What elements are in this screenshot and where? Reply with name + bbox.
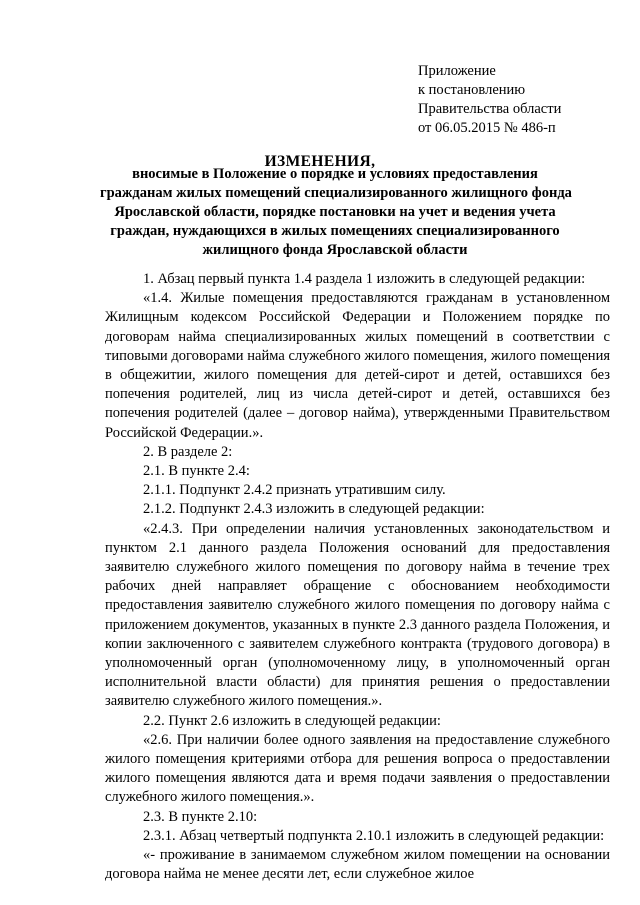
- appendix-block: [418, 62, 561, 138]
- document-subtitle: [100, 165, 570, 260]
- paragraph: 2.1.2. Подпункт 2.4.3 изложить в следующей редакции:: [143, 501, 485, 518]
- paragraph: 1. Абзац первый пункта 1.4 раздела 1 изложить в следующей редакции:: [143, 271, 586, 287]
- document-body: [105, 270, 610, 885]
- paragraph: «2.6. При наличии более одного заявления на предоставление служебного жилого помещения критериями отбора для решения вопроса о предоставлении жилого помещения являются дата и время подачи заявления о предоставлении служебного жилого помещения.».: [105, 731, 610, 806]
- paragraph: 2. В разделе 2:: [143, 443, 233, 460]
- document-title: ИЗМЕНЕНИЯ,: [264, 153, 376, 170]
- appendix-line: Приложение: [418, 63, 496, 79]
- subtitle-line: граждан, нуждающихся в жилых помещениях специализированного: [110, 223, 560, 239]
- appendix-line: Правительства области: [418, 101, 562, 117]
- paragraph: «2.4.3. При определении наличия установленных законодательством и пунктом 2.1 данного раздела Положения оснований для предоставления заявителю служебного жилого помещения по договору найма в течение трех рабочих дней направляет обращение с обоснованием необходимости предоставления заявителю служебного жилого помещения по договору найма с приложением документов, указанных в пункте 2.3 данного раздела Положения, и копии заключенного с заявителем служебного контракта (трудового договора) в уполномоченный орган (уполномоченному лицу, в уполномоченный орган исполнительной власти области) для принятия решения о предоставлении заявителю служебного жилого помещения.».: [105, 520, 610, 710]
- subtitle-line: гражданам жилых помещений специализированного жилищного фонда: [100, 185, 572, 201]
- paragraph: 2.1. В пункте 2.4:: [143, 463, 250, 480]
- paragraph: 2.2. Пункт 2.6 изложить в следующей редакции:: [143, 712, 441, 729]
- subtitle-line: жилищного фонда Ярославской области: [202, 242, 468, 258]
- subtitle-line: вносимые в Положение о порядке и условиях предоставления: [132, 166, 538, 182]
- paragraph: 2.3.1. Абзац четвертый подпункта 2.10.1 изложить в следующей редакции:: [143, 827, 605, 844]
- paragraph: «- проживание в занимаемом служебном жилом помещении на основании договора найма не менее десяти лет, если служебное жилое: [105, 847, 610, 883]
- paragraph: 2.1.1. Подпункт 2.4.2 признать утратившим силу.: [143, 482, 446, 499]
- appendix-line: к постановлению: [418, 82, 526, 98]
- paragraph: 2.3. В пункте 2.10:: [143, 808, 258, 825]
- paragraph: «1.4. Жилые помещения предоставляются гражданам в установленном Жилищным кодексом Российской Федерации и Положением порядке по договорам найма специализированных жилых помещений в соответствии с типовыми договорами найма служебного жилого помещения, жилого помещения в общежитии, жилого помещения для детей-сирот и детей, оставшихся без попечения родителей, лиц из числа детей-сирот и детей, оставшихся без попечения родителей (далее – договор найма), утвержденными Правительством Российской Федерации.».: [105, 290, 610, 441]
- appendix-line: от 06.05.2015 № 486-п: [418, 120, 556, 136]
- subtitle-line: Ярославской области, порядке постановки на учет и ведения учета: [114, 204, 556, 220]
